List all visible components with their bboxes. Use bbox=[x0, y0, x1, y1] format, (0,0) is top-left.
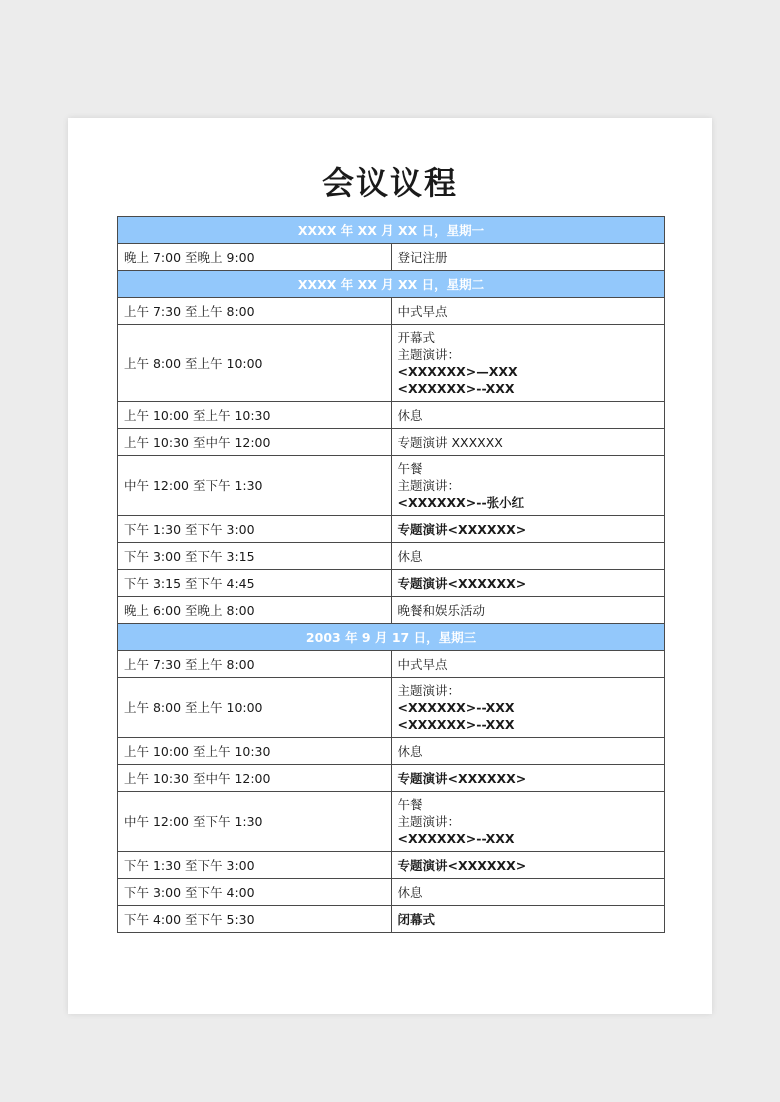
activity-line: 登记注册 bbox=[397, 249, 448, 265]
agenda-row bbox=[118, 325, 665, 402]
activity-cell bbox=[391, 244, 665, 271]
agenda-row bbox=[118, 852, 665, 879]
activity-line: 午餐 bbox=[397, 797, 423, 812]
activity-line: <XXXXXX>--XXX bbox=[397, 831, 515, 846]
time-cell: 晚上 6:00 至晚上 8:00 bbox=[118, 597, 392, 624]
activity-line: 主题演讲： bbox=[397, 478, 461, 493]
time-cell: 上午 10:30 至中午 12:00 bbox=[118, 429, 392, 456]
activity-line: 主题演讲： bbox=[397, 814, 461, 829]
day-header: XXXX 年 XX 月 XX 日，星期一 bbox=[118, 217, 665, 244]
time-cell: 上午 10:00 至上午 10:30 bbox=[118, 738, 392, 765]
agenda-row bbox=[118, 402, 665, 429]
agenda-row bbox=[118, 456, 665, 516]
activity-cell bbox=[391, 651, 665, 678]
time-cell: 晚上 7:00 至晚上 9:00 bbox=[118, 244, 392, 271]
activity-cell bbox=[391, 879, 665, 906]
activity-line: 晚餐和娱乐活动 bbox=[397, 602, 486, 618]
agenda-table bbox=[117, 216, 665, 933]
day-header: 2003 年 9 月 17 日，星期三 bbox=[118, 624, 665, 651]
time-cell: 上午 8:00 至上午 10:00 bbox=[118, 325, 392, 402]
agenda-row bbox=[118, 651, 665, 678]
day-header: XXXX 年 XX 月 XX 日，星期二 bbox=[118, 271, 665, 298]
document-page bbox=[68, 118, 712, 1014]
activity-cell bbox=[391, 429, 665, 456]
activity-cell bbox=[391, 402, 665, 429]
time-cell: 上午 7:30 至上午 8:00 bbox=[118, 651, 392, 678]
time-cell: 上午 7:30 至上午 8:00 bbox=[118, 298, 392, 325]
time-cell: 下午 1:30 至下午 3:00 bbox=[118, 516, 392, 543]
activity-line: <XXXXXX>--张小红 bbox=[397, 495, 525, 510]
activity-line: 午餐 bbox=[397, 461, 423, 476]
agenda-row bbox=[118, 738, 665, 765]
activity-line: 专题演讲<XXXXXX> bbox=[397, 575, 527, 591]
agenda-row bbox=[118, 792, 665, 852]
page-title: 会议议程 bbox=[321, 164, 458, 202]
activity-cell bbox=[391, 765, 665, 792]
activity-cell bbox=[391, 792, 665, 852]
activity-line: 休息 bbox=[397, 407, 423, 423]
activity-line: 专题演讲 XXXXXX bbox=[397, 434, 503, 450]
agenda-row bbox=[118, 765, 665, 792]
activity-line: <XXXXXX>--XXX bbox=[397, 717, 515, 732]
activity-line: 休息 bbox=[397, 548, 423, 564]
time-cell: 下午 3:00 至下午 4:00 bbox=[118, 879, 392, 906]
activity-cell bbox=[391, 738, 665, 765]
activity-cell bbox=[391, 543, 665, 570]
time-cell: 下午 3:00 至下午 3:15 bbox=[118, 543, 392, 570]
time-cell: 中午 12:00 至下午 1:30 bbox=[118, 792, 392, 852]
day-header-row bbox=[118, 217, 665, 244]
time-cell: 下午 3:15 至下午 4:45 bbox=[118, 570, 392, 597]
agenda-row bbox=[118, 429, 665, 456]
agenda-row bbox=[118, 570, 665, 597]
agenda-row bbox=[118, 516, 665, 543]
time-cell: 上午 8:00 至上午 10:00 bbox=[118, 678, 392, 738]
activity-cell bbox=[391, 298, 665, 325]
time-cell: 下午 4:00 至下午 5:30 bbox=[118, 906, 392, 933]
activity-cell bbox=[391, 597, 665, 624]
agenda-row bbox=[118, 879, 665, 906]
activity-line: 休息 bbox=[397, 743, 423, 759]
activity-cell bbox=[391, 570, 665, 597]
agenda-row bbox=[118, 244, 665, 271]
activity-cell bbox=[391, 325, 665, 402]
activity-line: 中式早点 bbox=[397, 656, 448, 672]
agenda-row bbox=[118, 597, 665, 624]
activity-line: 专题演讲<XXXXXX> bbox=[397, 521, 527, 537]
activity-cell bbox=[391, 906, 665, 933]
activity-cell bbox=[391, 852, 665, 879]
activity-line: 主题演讲： bbox=[397, 683, 461, 698]
activity-line: 专题演讲<XXXXXX> bbox=[397, 770, 527, 786]
agenda-row bbox=[118, 906, 665, 933]
activity-line: 休息 bbox=[397, 884, 423, 900]
day-header-row bbox=[118, 271, 665, 298]
activity-line: 闭幕式 bbox=[397, 911, 436, 927]
activity-cell bbox=[391, 516, 665, 543]
activity-line: <XXXXXX>--XXX bbox=[397, 700, 515, 715]
activity-line: 主题演讲： bbox=[397, 347, 461, 362]
activity-line: <XXXXXX>--XXX bbox=[397, 381, 515, 396]
agenda-row bbox=[118, 298, 665, 325]
time-cell: 中午 12:00 至下午 1:30 bbox=[118, 456, 392, 516]
agenda-body bbox=[118, 217, 665, 933]
activity-line: <XXXXXX>—XXX bbox=[397, 364, 518, 379]
activity-line: 开幕式 bbox=[397, 330, 436, 345]
activity-line: 专题演讲<XXXXXX> bbox=[397, 857, 527, 873]
activity-cell bbox=[391, 678, 665, 738]
agenda-row bbox=[118, 543, 665, 570]
time-cell: 上午 10:30 至中午 12:00 bbox=[118, 765, 392, 792]
agenda-row bbox=[118, 678, 665, 738]
time-cell: 下午 1:30 至下午 3:00 bbox=[118, 852, 392, 879]
activity-line: 中式早点 bbox=[397, 303, 448, 319]
time-cell: 上午 10:00 至上午 10:30 bbox=[118, 402, 392, 429]
activity-cell bbox=[391, 456, 665, 516]
day-header-row bbox=[118, 624, 665, 651]
